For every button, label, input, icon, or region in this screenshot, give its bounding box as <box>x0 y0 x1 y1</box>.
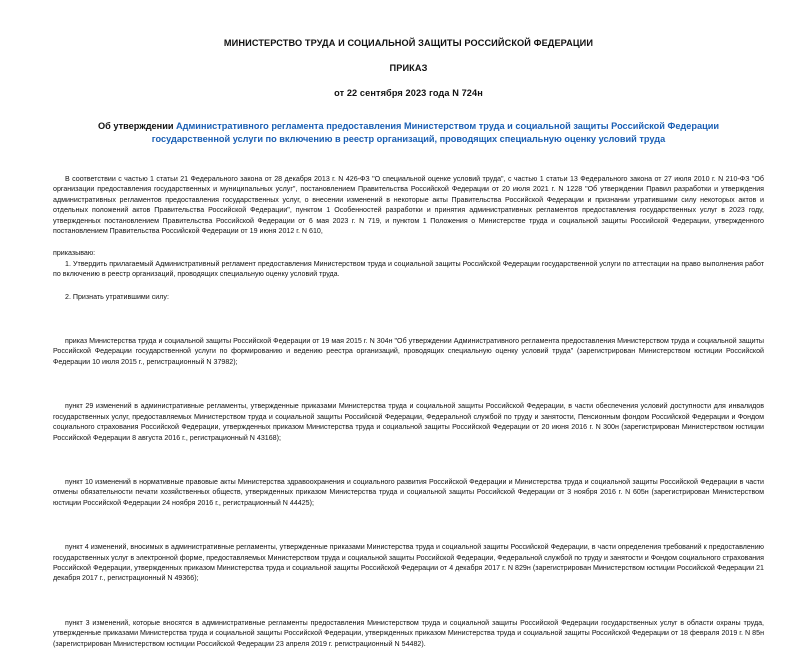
item-1-paragraph: 1. Утвердить прилагаемый Административный регламент предоставления Министерством труда и социальной защиты Российской Федерации государственной услуги по аттестации на право выполнения работ по включению в реестр организаций, проводящих специальную оценку условий труда. <box>53 259 764 279</box>
invalid-order-item: пункт 10 изменений в нормативные правовые акты Министерства здравоохранения и социального развития Российской Федерации и Министерства труда и социальной защиты Российской Федерации в части отмены обязательности печати хозяйственных обществ, утвержденных приказом Министерства труда и социальной защиты Российской Федерации от 3 ноября 2016 г. N 605н (зарегистрирован Министерством юстиции Российской Федерации 24 ноября 2016 г., регистрационный N 44425); <box>53 477 764 507</box>
ministry-heading: МИНИСТЕРСТВО ТРУДА И СОЦИАЛЬНОЙ ЗАЩИТЫ РОССИЙСКОЙ ФЕДЕРАЦИИ <box>223 38 594 48</box>
title-regulation-link[interactable]: Административного регламента предоставления Министерством труда и социальной защиты Российской Федерации государственной услуги по включению в реестр организаций, проводящих специальную оценку условий труда <box>151 121 720 144</box>
document-body <box>53 174 764 649</box>
preamble-paragraph: В соответствии с частью 1 статьи 21 Федерального закона от 28 декабря 2013 г. N 426-ФЗ "О специальной оценке условий труда", с частью 1 статьи 13 Федерального закона от 27 июля 2010 г. N 210-ФЗ "Об организации предоставления государственных и муниципальных услуг", постановлением Правительства Российской Федерации от 20 июля 2021 г. N 1228 "Об утверждении Правил разработки и утверждения административных регламентов предоставления государственных услуг, о внесении изменений в некоторые акты Правительства Российской Федерации и признании утратившими силу некоторых актов и отдельных положений актов Правительства Российской Федерации", пунктом 1 Особенностей разработки и принятия административных регламентов предоставления государственных услуг в 2023 году, утвержденных постановлением Правительства Российской Федерации от 6 мая 2023 г. N 719, и пунктом 1 Положения о Министерстве труда и социальной защиты Российской Федерации, утвержденного постановлением Правительства Российской Федерации от 19 июня 2012 г. N 610, <box>53 175 764 236</box>
document-date-number: от 22 сентября 2023 года N 724н <box>334 88 483 98</box>
document-type: ПРИКАЗ <box>389 63 428 73</box>
invalid-order-item: пункт 3 изменений, которые вносятся в административные регламенты предоставления Министерством труда и социальной защиты Российской Федерации государственных услуг в области охраны труда, утвержденные приказами Министерства труда и социальной защиты Российской Федерации, утвержденных приказом Министерства труда и социальной защиты Российской Федерации от 18 февраля 2019 г. N 85н (зарегистрирован Министерством юстиции Российской Федерации 23 апреля 2019 г. регистрационный N 54482). <box>53 618 764 648</box>
title-prefix: Об утверждении <box>97 121 177 131</box>
item-2-paragraph: 2. Признать утратившими силу: <box>65 292 169 301</box>
invalid-order-item: пункт 4 изменений, вносимых в административные регламенты, утвержденные приказами Министерства труда и социальной защиты Российской Федерации, в части определения требований к предоставлению государственных услуг в электронной форме, предоставляемых Министерством труда и социальной защиты Российской Федерации, Федеральной службой по труду и занятости и Фондом социального страхования Российской Федерации, утвержденных приказом Министерства труда и социальной защиты Российской Федерации от 4 декабря 2017 г. N 829н (зарегистрирован Министерством юстиции Российской Федерации 21 декабря 2017 г., регистрационный N 49366); <box>53 543 764 583</box>
invalid-order-item: приказ Министерства труда и социальной защиты Российской Федерации от 19 мая 2015 г. N 304н "Об утверждении Административного регламента предоставления Министерством труда и социальной защиты Российской Федерации государственной услуги по формированию и ведению реестра организаций, проводящих специальную оценку условий труда" (зарегистрирован Министерством юстиции Российской Федерации 10 июля 2015 г., регистрационный N 37982); <box>53 337 764 366</box>
invalid-order-item: пункт 29 изменений в административные регламенты, утвержденные приказами Министерства труда и социальной защиты Российской Федерации, в части обеспечения условий доступности для инвалидов государственных услуг, предоставляемых Министерством труда и социальной защиты Российской Федерации, Федеральной службой по труду и занятости, Пенсионным фондом Российской Федерации и Фондом социального страхования Российской Федерации, утвержденных приказом Министерства труда и социальной защиты Российской Федерации от 20 июня 2016 г. N 300н (зарегистрирован Министерством юстиции Российской Федерации 8 августа 2016 г., регистрационный N 43168); <box>53 402 764 442</box>
orders-word: приказываю: <box>53 249 96 258</box>
document-title <box>53 120 764 146</box>
